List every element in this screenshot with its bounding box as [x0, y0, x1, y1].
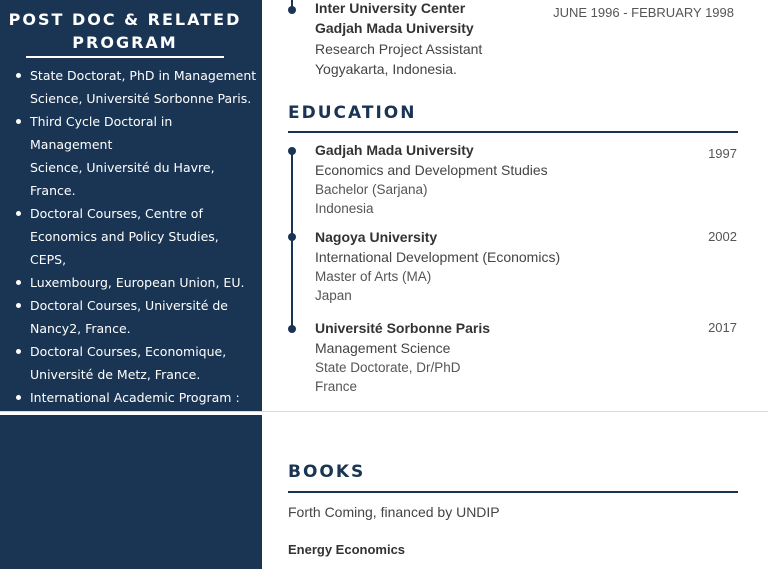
- education-year: 2002: [708, 229, 737, 244]
- sidebar-item-line2: Université de Metz, France.: [30, 367, 201, 382]
- sidebar-item-line1: Third Cycle Doctoral in Management: [30, 114, 173, 152]
- education-year: 1997: [708, 146, 737, 161]
- sidebar-item-line2: Economics and Policy Studies, CEPS,: [30, 229, 219, 267]
- education-field: Management Science: [315, 340, 451, 356]
- experience-role: Research Project Assistant: [315, 41, 483, 57]
- sidebar-list-item: [14, 110, 258, 202]
- sidebar-item-line1: Doctoral Courses, Centre of: [30, 206, 203, 221]
- bullet-icon: [16, 73, 21, 78]
- education-degree: Bachelor (Sarjana): [315, 182, 428, 197]
- bullet-icon: [16, 280, 21, 285]
- sidebar-list-item: [14, 64, 258, 110]
- sidebar-item-line1: International Academic Program :: [30, 390, 240, 405]
- book-title: Energy Economics: [288, 542, 406, 557]
- education-degree: State Doctorate, Dr/PhD: [315, 360, 461, 375]
- education-country: Japan: [315, 288, 352, 303]
- bullet-icon: [16, 303, 21, 308]
- bullet-icon: [16, 395, 21, 400]
- sidebar-item-line1: Luxembourg, European Union, EU.: [30, 275, 245, 290]
- sidebar-list-item: [14, 294, 258, 340]
- education-field: International Development (Economics): [315, 249, 561, 265]
- education-country: France: [315, 379, 358, 394]
- education-school: Nagoya University: [315, 229, 438, 245]
- sidebar-list-item: [14, 202, 258, 271]
- sidebar-item-line2: Science, Université du Havre, France.: [30, 160, 215, 198]
- timeline-dot-icon: [288, 147, 296, 155]
- books-divider: [288, 491, 738, 493]
- bullet-icon: [16, 211, 21, 216]
- sidebar-item-line2: Nancy2, France.: [30, 321, 131, 336]
- education-school: Université Sorbonne Paris: [315, 320, 491, 336]
- sidebar-item-line1: State Doctorat, PhD in Management: [30, 68, 257, 83]
- timeline-dot-icon: [288, 325, 296, 333]
- sidebar-title-line1: POST DOC & RELATED: [8, 10, 242, 29]
- education-degree: Master of Arts (MA): [315, 269, 432, 284]
- experience-org-line1: Inter University Center: [315, 0, 466, 16]
- sidebar-title: [0, 8, 250, 54]
- sidebar: [0, 0, 262, 411]
- sidebar-title-divider: [26, 56, 224, 58]
- sidebar-list-item: [14, 271, 258, 294]
- sidebar-title-line2: PROGRAM: [72, 33, 178, 52]
- education-heading: EDUCATION: [288, 103, 417, 123]
- sidebar-item-line1: Doctoral Courses, Economique,: [30, 344, 227, 359]
- bullet-icon: [16, 119, 21, 124]
- education-divider: [288, 131, 738, 133]
- experience-dates: JUNE 1996 - FEBRUARY 1998: [553, 5, 734, 20]
- experience-org-line2: Gadjah Mada University: [315, 20, 474, 36]
- sidebar-item-line1: Doctoral Courses, Université de: [30, 298, 228, 313]
- books-note: Forth Coming, financed by UNDIP: [288, 504, 500, 520]
- timeline-dot-icon: [288, 233, 296, 241]
- education-school: Gadjah Mada University: [315, 142, 474, 158]
- sidebar-item-line2: Science, Université Sorbonne Paris.: [30, 91, 252, 106]
- books-heading: BOOKS: [288, 462, 366, 482]
- bullet-icon: [16, 349, 21, 354]
- education-field: Economics and Development Studies: [315, 162, 548, 178]
- timeline-dot-icon: [288, 6, 296, 14]
- experience-location: Yogyakarta, Indonesia.: [315, 61, 457, 77]
- sidebar-continuation: [0, 415, 262, 569]
- sidebar-list: [14, 64, 258, 432]
- education-year: 2017: [708, 320, 737, 335]
- sidebar-list-item: [14, 340, 258, 386]
- education-country: Indonesia: [315, 201, 374, 216]
